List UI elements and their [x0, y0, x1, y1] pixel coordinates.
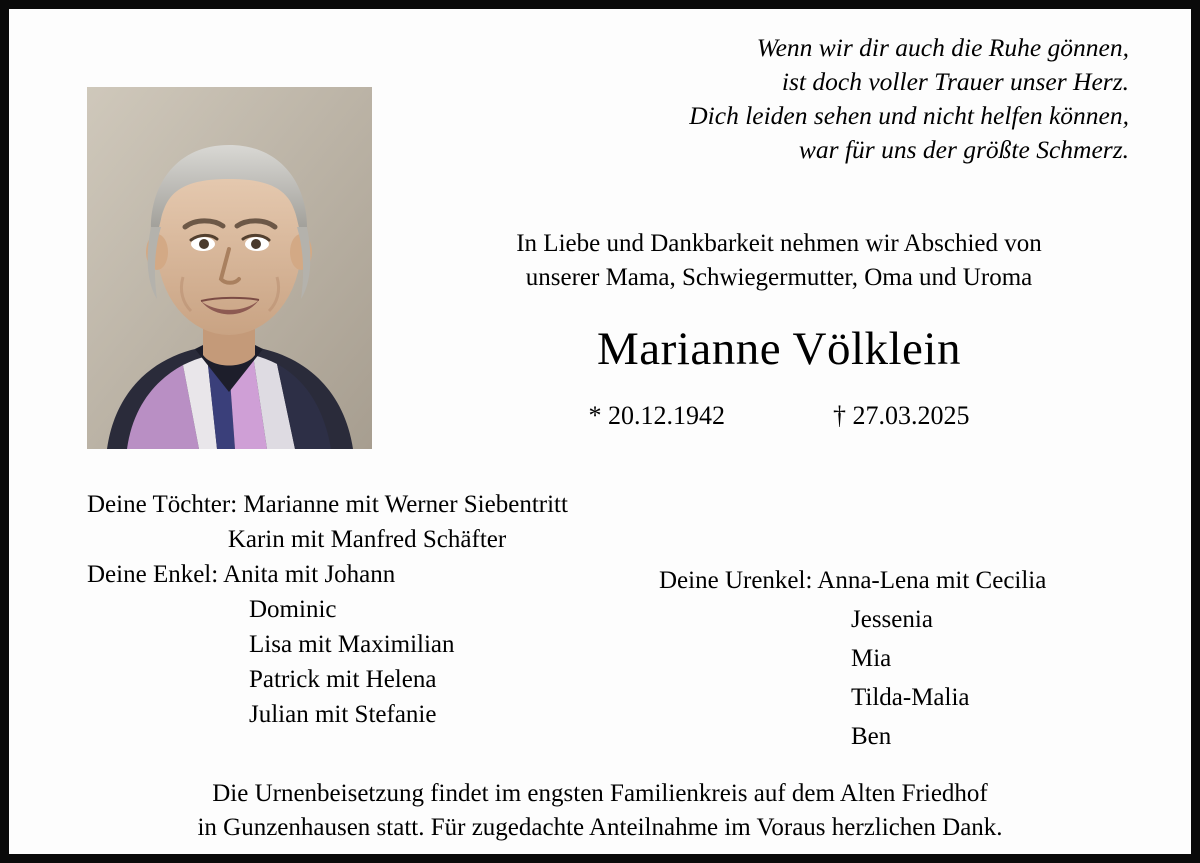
poem-block: [689, 31, 1129, 167]
dedication-line-2: unserer Mama, Schwiegermutter, Oma und Uroma: [525, 264, 1033, 291]
funeral-notice-line-1: Die Urnenbeisetzung findet im engsten Familienkreis auf dem Alten Friedhof: [212, 780, 988, 807]
dedication-line-1: In Liebe und Dankbarkeit nehmen wir Abschied von: [516, 230, 1042, 257]
great-grandchild-item: Mia: [851, 645, 892, 672]
daughters-line-2: Karin mit Manfred Schäfter: [227, 526, 507, 553]
dedication-block: [429, 227, 1129, 295]
obituary-inner: [9, 9, 1191, 854]
great-grandchild-item: Tilda-Malia: [851, 684, 970, 711]
great-grandchildren-line: Deine Urenkel: Anna-Lena mit Cecilia: [659, 567, 1047, 594]
grandchild-item: Patrick mit Helena: [249, 666, 437, 693]
poem-line-4: war für uns der größte Schmerz.: [798, 135, 1129, 164]
poem-line-1: Wenn wir dir auch die Ruhe gönnen,: [756, 33, 1129, 62]
birth-date: * 20.12.1942: [588, 401, 725, 430]
poem-line-3: Dich leiden sehen und nicht helfen können,: [689, 101, 1129, 130]
death-date: † 27.03.2025: [833, 401, 970, 430]
grandchild-item: Lisa mit Maximilian: [249, 631, 455, 658]
family-left-column: [87, 487, 647, 732]
grandchildren-line: Deine Enkel: Anita mit Johann: [87, 561, 396, 588]
family-right-column: [659, 561, 1159, 756]
grandchild-item: Dominic: [249, 596, 337, 623]
deceased-dates: [409, 399, 1149, 433]
daughters-line: Deine Töchter: Marianne mit Werner Siebentritt: [87, 491, 568, 518]
deceased-name: Marianne Völklein: [597, 323, 961, 375]
poem-line-2: ist doch voller Trauer unser Herz.: [781, 67, 1129, 96]
great-grandchild-item: Ben: [851, 723, 892, 750]
grandchild-item: Julian mit Stefanie: [249, 701, 437, 728]
portrait-photo: [87, 87, 372, 449]
funeral-notice-line-2: in Gunzenhausen statt. Für zugedachte Anteilnahme im Voraus herzlichen Dank.: [197, 814, 1003, 841]
funeral-notice: [9, 777, 1191, 845]
great-grandchild-item: Jessenia: [851, 606, 933, 633]
